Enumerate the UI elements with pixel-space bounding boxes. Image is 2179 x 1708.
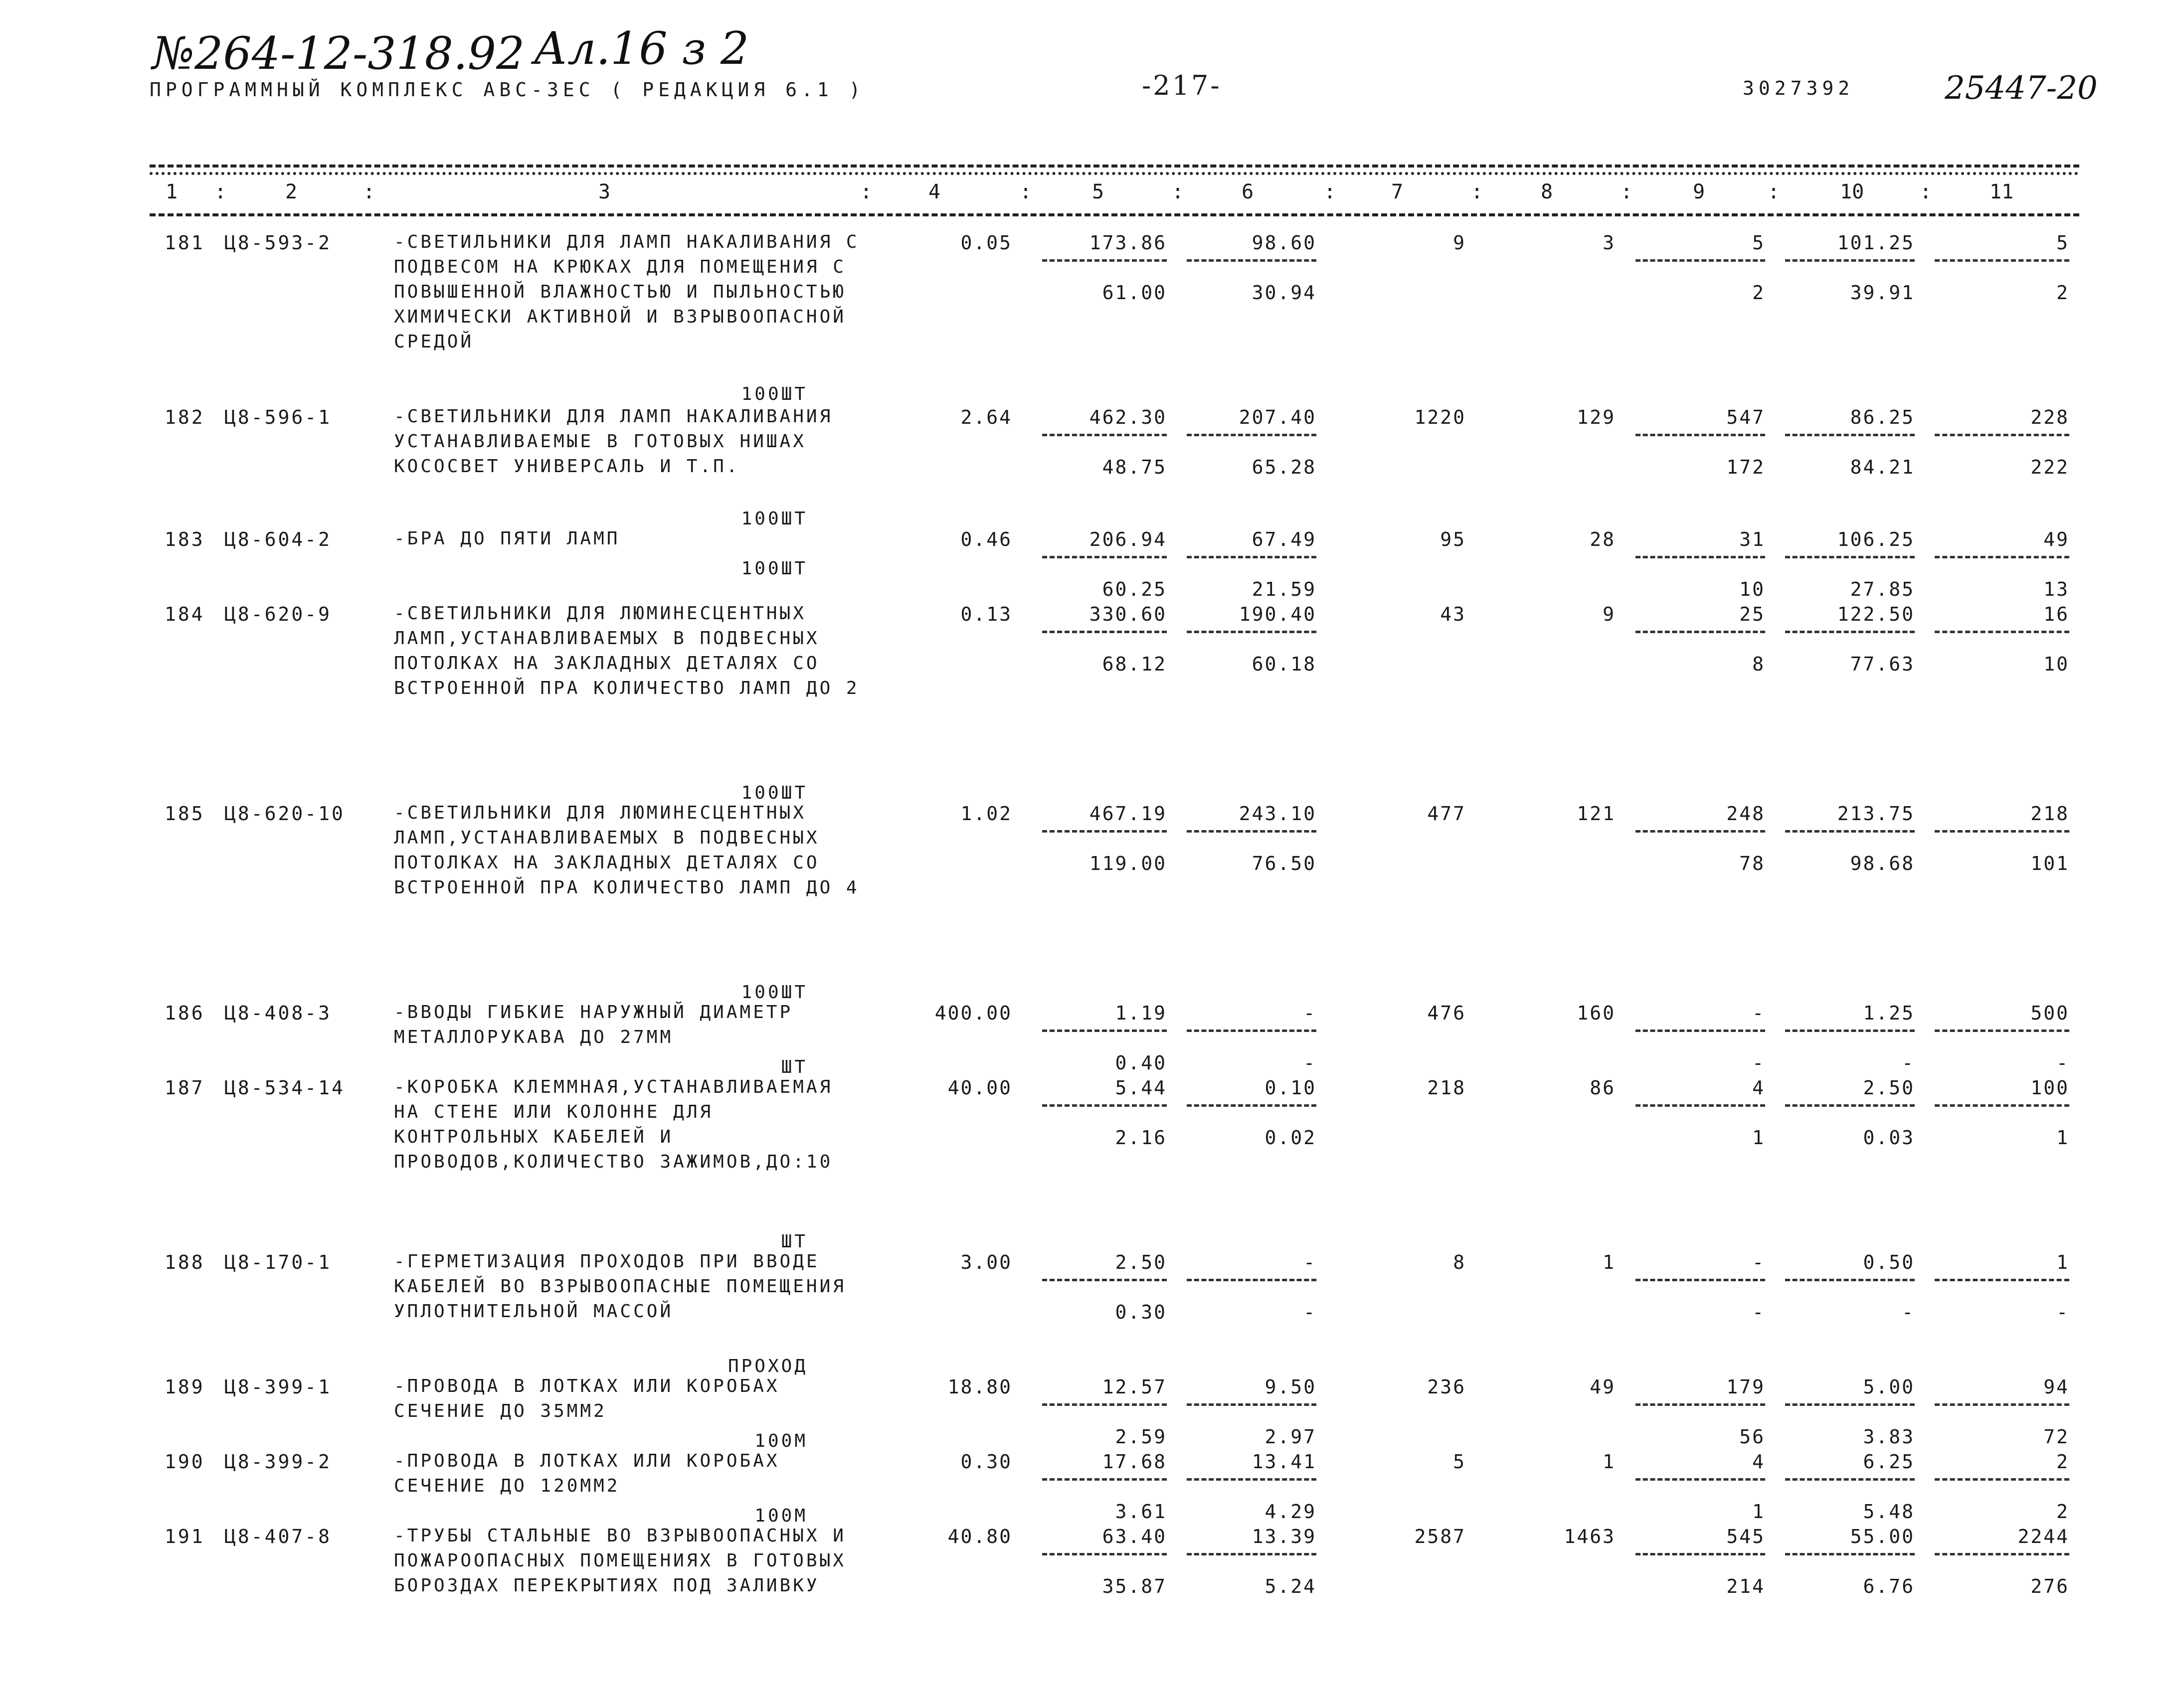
fraction-divider: [1187, 259, 1316, 262]
row-col5-a: 2.50: [1115, 1251, 1167, 1273]
fraction-divider: [1042, 830, 1167, 833]
row-unit: ШТ: [781, 1057, 808, 1077]
row-col5-a: 467.19: [1089, 803, 1167, 825]
row-code: Ц8-399-1: [224, 1376, 332, 1398]
fraction-divider: [1935, 434, 2069, 436]
row-col5-b: 0.40: [1115, 1052, 1167, 1074]
row-col11-a: 49: [2043, 528, 2069, 550]
row-col7: 1220: [1414, 406, 1466, 428]
row-col11-a: 228: [2030, 406, 2069, 428]
row-col5-b: 2.16: [1115, 1127, 1167, 1149]
row-col6-b: 2.97: [1265, 1426, 1316, 1448]
col-10: 10: [1840, 180, 1864, 203]
row-description: -КОРОБКА КЛЕММНАЯ,УСТАНАВЛИВАЕМАЯ НА СТЕНЕ ИЛИ КОЛОННЕ ДЛЯ КОНТРОЛЬНЫХ КАБЕЛЕЙ И ПРОВОДОВ,КОЛИЧЕСТВО ЗАЖИМОВ,ДО:10: [394, 1077, 833, 1172]
fraction-divider: [1187, 1553, 1316, 1555]
row-col5-a: 462.30: [1089, 406, 1167, 428]
row-col7: 2587: [1414, 1526, 1466, 1547]
fraction-divider: [1935, 1553, 2069, 1555]
row-col6-a: 67.49: [1252, 528, 1316, 550]
fraction-divider: [1785, 434, 1915, 436]
row-code: Ц8-596-1: [224, 406, 332, 428]
page-number: -217-: [1142, 70, 1222, 101]
row-col7: 5: [1453, 1451, 1466, 1473]
row-number: 183: [165, 528, 205, 550]
row-code: Ц8-604-2: [224, 528, 332, 550]
row-code: Ц8-399-2: [224, 1451, 332, 1473]
row-col5-a: 17.68: [1102, 1451, 1167, 1473]
row-description: -ПРОВОДА В ЛОТКАХ ИЛИ КОРОБАХ СЕЧЕНИЕ ДО 120ММ2: [394, 1451, 780, 1496]
fraction-divider: [1187, 1478, 1316, 1481]
row-col8: 1463: [1564, 1526, 1616, 1547]
program-title: ПРОГРАММНЫЙ КОМПЛЕКС АВС-3ЕС ( РЕДАКЦИЯ 6.1 ): [150, 79, 865, 101]
row-col9-b: 1: [1752, 1127, 1765, 1149]
row-col5-a: 206.94: [1089, 528, 1167, 550]
fraction-divider: [1635, 1403, 1765, 1406]
row-col8: 1: [1603, 1251, 1616, 1273]
row-col6-a: -: [1303, 1251, 1316, 1273]
row-description: -ТРУБЫ СТАЛЬНЫЕ ВО ВЗРЫВООПАСНЫХ И ПОЖАРООПАСНЫХ ПОМЕЩЕНИЯХ В ГОТОВЫХ БОРОЗДАХ ПЕРЕКРЫТИЯХ ПОД ЗАЛИВКУ: [394, 1526, 846, 1596]
fraction-divider: [1785, 1279, 1915, 1281]
row-col9-a: 545: [1726, 1526, 1765, 1547]
row-description: -СВЕТИЛЬНИКИ ДЛЯ ЛЮМИНЕСЦЕНТНЫХ ЛАМП,УСТАНАВЛИВАЕМЫХ В ПОДВЕСНЫХ ПОТОЛКАХ НА ЗАКЛАДНЫХ ДЕТАЛЯХ СО ВСТРОЕННОЙ ПРА КОЛИЧЕСТВО ЛАМП ДО 4: [394, 803, 860, 898]
row-col11-b: 13: [2043, 578, 2069, 600]
fraction-divider: [1635, 1478, 1765, 1481]
row-col5-b: 119.00: [1089, 853, 1167, 874]
col-sep: :: [1920, 180, 1932, 203]
row-code: Ц8-620-10: [224, 803, 345, 825]
row-code: Ц8-408-3: [224, 1002, 332, 1024]
fraction-divider: [1042, 1279, 1167, 1281]
row-col9-a: -: [1752, 1251, 1765, 1273]
fraction-divider: [1935, 830, 2069, 833]
row-col8: 28: [1590, 528, 1616, 550]
row-col10-a: 1.25: [1863, 1002, 1915, 1024]
row-description: -СВЕТИЛЬНИКИ ДЛЯ ЛАМП НАКАЛИВАНИЯ С ПОДВЕСОМ НА КРЮКАХ ДЛЯ ПОМЕЩЕНИЯ С ПОВЫШЕННОЙ ВЛАЖНОСТЬЮ И ПЫЛЬНОСТЬЮ ХИМИЧЕСКИ АКТИВНОЙ И ВЗРЫВООПАСНОЙ СРЕДОЙ: [394, 232, 860, 352]
row-col4: 0.13: [960, 603, 1012, 625]
fraction-divider: [1785, 1478, 1915, 1481]
row-col5-b: 2.59: [1115, 1426, 1167, 1448]
row-col6-b: 65.28: [1252, 456, 1316, 478]
row-col4: 2.64: [960, 406, 1012, 428]
fraction-divider: [1187, 434, 1316, 436]
col-3: 3: [598, 180, 611, 203]
row-col9-b: 8: [1752, 653, 1765, 675]
row-col7: 8: [1453, 1251, 1466, 1273]
row-col10-b: 0.03: [1863, 1127, 1915, 1149]
row-col5-a: 1.19: [1115, 1002, 1167, 1024]
row-unit: 100ШТ: [741, 558, 808, 579]
col-sep: :: [1020, 180, 1032, 203]
row-col7: 236: [1427, 1376, 1466, 1398]
row-description: -ПРОВОДА В ЛОТКАХ ИЛИ КОРОБАХ СЕЧЕНИЕ ДО 35ММ2: [394, 1376, 780, 1421]
fraction-divider: [1785, 1553, 1915, 1555]
fraction-divider: [1187, 830, 1316, 833]
row-number: 189: [165, 1376, 205, 1398]
row-col10-a: 86.25: [1850, 406, 1915, 428]
row-number: 187: [165, 1077, 205, 1099]
row-col11-a: 100: [2030, 1077, 2069, 1099]
row-col4: 0.30: [960, 1451, 1012, 1473]
row-number: 184: [165, 603, 205, 625]
fraction-divider: [1635, 434, 1765, 436]
row-description: -СВЕТИЛЬНИКИ ДЛЯ ЛЮМИНЕСЦЕНТНЫХ ЛАМП,УСТАНАВЛИВАЕМЫХ В ПОДВЕСНЫХ ПОТОЛКАХ НА ЗАКЛАДНЫХ ДЕТАЛЯХ СО ВСТРОЕННОЙ ПРА КОЛИЧЕСТВО ЛАМП ДО 2: [394, 603, 860, 698]
row-col10-b: 3.83: [1863, 1426, 1915, 1448]
row-description: -СВЕТИЛЬНИКИ ДЛЯ ЛАМП НАКАЛИВАНИЯ УСТАНАВЛИВАЕМЫЕ В ГОТОВЫХ НИШАХ КОСОСВЕТ УНИВЕРСАЛЬ И Т.П.: [394, 406, 833, 477]
row-col10-b: -: [1902, 1301, 1915, 1323]
fraction-divider: [1187, 556, 1316, 558]
fraction-divider: [1785, 1104, 1915, 1107]
fraction-divider: [1635, 1279, 1765, 1281]
row-col7: 43: [1440, 603, 1466, 625]
row-col9-a: 179: [1726, 1376, 1765, 1398]
row-col11-a: 500: [2030, 1002, 2069, 1024]
fraction-divider: [1635, 1553, 1765, 1555]
fraction-divider: [1042, 1104, 1167, 1107]
row-col6-b: -: [1303, 1052, 1316, 1074]
row-col9-b: 78: [1739, 853, 1765, 874]
row-col11-b: -: [2056, 1052, 2069, 1074]
row-col10-a: 213.75: [1837, 803, 1915, 825]
row-col9-b: 1: [1752, 1501, 1765, 1523]
row-col9-b: 214: [1726, 1575, 1765, 1597]
fraction-divider: [1635, 1104, 1765, 1107]
row-col6-b: 76.50: [1252, 853, 1316, 874]
row-col11-b: 101: [2030, 853, 2069, 874]
row-col11-b: 222: [2030, 456, 2069, 478]
row-col6-b: -: [1303, 1301, 1316, 1323]
row-col9-b: 56: [1739, 1426, 1765, 1448]
row-col11-b: 1: [2056, 1127, 2069, 1149]
fraction-divider: [1935, 1104, 2069, 1107]
row-col9-a: 25: [1739, 603, 1765, 625]
row-col5-b: 3.61: [1115, 1501, 1167, 1523]
row-unit: 100ШТ: [741, 384, 808, 404]
row-number: 190: [165, 1451, 205, 1473]
row-col10-b: 84.21: [1850, 456, 1915, 478]
fraction-divider: [1187, 1403, 1316, 1406]
fraction-divider: [1635, 1029, 1765, 1032]
row-col11-a: 5: [2056, 232, 2069, 254]
col-sep: :: [1471, 180, 1483, 203]
col-sep: :: [860, 180, 873, 203]
row-col11-b: 2: [2056, 282, 2069, 304]
fraction-divider: [1187, 631, 1316, 633]
col-9: 9: [1693, 180, 1705, 203]
col-11: 11: [1990, 180, 2014, 203]
row-col11-b: -: [2056, 1301, 2069, 1323]
row-col9-a: 5: [1752, 232, 1765, 254]
row-col5-b: 0.30: [1115, 1301, 1167, 1323]
fraction-divider: [1042, 1478, 1167, 1481]
header-separator-bottom: [150, 213, 2079, 216]
fraction-divider: [1785, 259, 1915, 262]
row-number: 186: [165, 1002, 205, 1024]
row-unit: 100ШТ: [741, 783, 808, 803]
row-code: Ц8-620-9: [224, 603, 332, 625]
row-col9-b: -: [1752, 1052, 1765, 1074]
row-col7: 9: [1453, 232, 1466, 254]
row-col10-a: 0.50: [1863, 1251, 1915, 1273]
handwritten-sheet-number: Ал.16 з 2: [534, 22, 749, 75]
header-separator-mid: [150, 172, 2079, 175]
fraction-divider: [1935, 556, 2069, 558]
fraction-divider: [1935, 1403, 2069, 1406]
row-col5-b: 35.87: [1102, 1575, 1167, 1597]
row-code: Ц8-593-2: [224, 232, 332, 254]
row-col6-b: 30.94: [1252, 282, 1316, 304]
row-col11-a: 94: [2043, 1376, 2069, 1398]
row-col10-b: 98.68: [1850, 853, 1915, 874]
row-col11-a: 2244: [2017, 1526, 2069, 1547]
row-col8: 160: [1577, 1002, 1616, 1024]
fraction-divider: [1935, 631, 2069, 633]
fraction-divider: [1042, 434, 1167, 436]
row-col6-a: 13.41: [1252, 1451, 1316, 1473]
row-col4: 40.80: [947, 1526, 1012, 1547]
col-sep: :: [363, 180, 375, 203]
fraction-divider: [1042, 556, 1167, 558]
row-col6-b: 21.59: [1252, 578, 1316, 600]
row-col10-b: 6.76: [1863, 1575, 1915, 1597]
row-description: -БРА ДО ПЯТИ ЛАМП: [394, 528, 620, 549]
row-col6-a: -: [1303, 1002, 1316, 1024]
row-col9-a: 31: [1739, 528, 1765, 550]
row-col5-b: 60.25: [1102, 578, 1167, 600]
fraction-divider: [1935, 1478, 2069, 1481]
row-code: Ц8-407-8: [224, 1526, 332, 1547]
fraction-divider: [1042, 1403, 1167, 1406]
row-col5-a: 63.40: [1102, 1526, 1167, 1547]
fraction-divider: [1187, 1029, 1316, 1032]
row-col10-a: 6.25: [1863, 1451, 1915, 1473]
column-header-row: [0, 180, 2179, 205]
row-col10-a: 55.00: [1850, 1526, 1915, 1547]
row-unit: 100М: [754, 1431, 808, 1451]
fraction-divider: [1187, 1104, 1316, 1107]
row-unit: ПРОХОД: [727, 1356, 808, 1376]
row-col5-b: 48.75: [1102, 456, 1167, 478]
row-col6-a: 0.10: [1265, 1077, 1316, 1099]
row-col8: 129: [1577, 406, 1616, 428]
fraction-divider: [1635, 259, 1765, 262]
col-2: 2: [285, 180, 298, 203]
row-number: 182: [165, 406, 205, 428]
row-col6-a: 13.39: [1252, 1526, 1316, 1547]
row-col8: 49: [1590, 1376, 1616, 1398]
row-col5-b: 68.12: [1102, 653, 1167, 675]
row-col6-b: 0.02: [1265, 1127, 1316, 1149]
col-sep: :: [1172, 180, 1184, 203]
row-col10-b: 5.48: [1863, 1501, 1915, 1523]
row-number: 191: [165, 1526, 205, 1547]
row-col11-a: 1: [2056, 1251, 2069, 1273]
fraction-divider: [1187, 1279, 1316, 1281]
fraction-divider: [1635, 631, 1765, 633]
row-col8: 3: [1603, 232, 1616, 254]
header-separator-top: [150, 165, 2079, 168]
row-number: 188: [165, 1251, 205, 1273]
row-col10-b: 39.91: [1850, 282, 1915, 304]
fraction-divider: [1785, 1029, 1915, 1032]
col-6: 6: [1242, 180, 1254, 203]
row-col9-a: 4: [1752, 1451, 1765, 1473]
row-number: 185: [165, 803, 205, 825]
document-code: 3027392: [1743, 77, 1854, 99]
fraction-divider: [1042, 1029, 1167, 1032]
row-number: 181: [165, 232, 205, 254]
row-col10-b: 27.85: [1850, 578, 1915, 600]
row-col11-b: 10: [2043, 653, 2069, 675]
row-col11-b: 2: [2056, 1501, 2069, 1523]
row-col5-b: 61.00: [1102, 282, 1167, 304]
row-col6-a: 9.50: [1265, 1376, 1316, 1398]
fraction-divider: [1785, 1403, 1915, 1406]
fraction-divider: [1042, 259, 1167, 262]
row-code: Ц8-170-1: [224, 1251, 332, 1273]
row-col6-b: 5.24: [1265, 1575, 1316, 1597]
row-col4: 18.80: [947, 1376, 1012, 1398]
fraction-divider: [1635, 830, 1765, 833]
row-col9-b: 10: [1739, 578, 1765, 600]
row-col7: 218: [1427, 1077, 1466, 1099]
row-col4: 3.00: [960, 1251, 1012, 1273]
row-col8: 9: [1603, 603, 1616, 625]
row-description: -ВВОДЫ ГИБКИЕ НАРУЖНЫЙ ДИАМЕТР МЕТАЛЛОРУКАВА ДО 27ММ: [394, 1002, 793, 1047]
row-col8: 121: [1577, 803, 1616, 825]
fraction-divider: [1785, 556, 1915, 558]
row-col8: 1: [1603, 1451, 1616, 1473]
row-col4: 40.00: [947, 1077, 1012, 1099]
handwritten-doc-number: №264-12-318.92: [152, 27, 525, 80]
row-col6-a: 243.10: [1239, 803, 1316, 825]
row-unit: 100ШТ: [741, 509, 808, 529]
row-col9-a: 547: [1726, 406, 1765, 428]
row-col10-a: 5.00: [1863, 1376, 1915, 1398]
col-sep: :: [1324, 180, 1336, 203]
row-col9-b: 2: [1752, 282, 1765, 304]
col-5: 5: [1092, 180, 1104, 203]
col-4: 4: [928, 180, 941, 203]
fraction-divider: [1785, 830, 1915, 833]
row-col10-a: 101.25: [1837, 232, 1915, 254]
row-col9-b: -: [1752, 1301, 1765, 1323]
fraction-divider: [1635, 556, 1765, 558]
row-col10-b: 77.63: [1850, 653, 1915, 675]
row-description: -ГЕРМЕТИЗАЦИЯ ПРОХОДОВ ПРИ ВВОДЕ КАБЕЛЕЙ ВО ВЗРЫВООПАСНЫЕ ПОМЕЩЕНИЯ УПЛОТНИТЕЛЬНОЙ МАССОЙ: [394, 1251, 846, 1322]
col-sep: :: [1768, 180, 1780, 203]
row-col4: 0.46: [960, 528, 1012, 550]
col-8: 8: [1541, 180, 1553, 203]
row-col11-a: 16: [2043, 603, 2069, 625]
fraction-divider: [1785, 631, 1915, 633]
row-col10-a: 2.50: [1863, 1077, 1915, 1099]
row-col5-a: 173.86: [1089, 232, 1167, 254]
row-col10-a: 106.25: [1837, 528, 1915, 550]
row-col10-a: 122.50: [1837, 603, 1915, 625]
row-unit: 100ШТ: [741, 982, 808, 1003]
row-col9-a: 248: [1726, 803, 1765, 825]
row-col5-a: 330.60: [1089, 603, 1167, 625]
row-unit: ШТ: [781, 1231, 808, 1252]
row-col10-b: -: [1902, 1052, 1915, 1074]
col-7: 7: [1391, 180, 1404, 203]
row-col7: 95: [1440, 528, 1466, 550]
row-col6-b: 4.29: [1265, 1501, 1316, 1523]
fraction-divider: [1935, 259, 2069, 262]
row-col4: 1.02: [960, 803, 1012, 825]
row-col11-a: 218: [2030, 803, 2069, 825]
row-col6-a: 190.40: [1239, 603, 1316, 625]
col-sep: :: [214, 180, 227, 203]
row-col7: 477: [1427, 803, 1466, 825]
row-col9-a: -: [1752, 1002, 1765, 1024]
fraction-divider: [1935, 1029, 2069, 1032]
row-col11-b: 276: [2030, 1575, 2069, 1597]
row-col9-b: 172: [1726, 456, 1765, 478]
fraction-divider: [1935, 1279, 2069, 1281]
row-col4: 400.00: [934, 1002, 1012, 1024]
row-unit: 100М: [754, 1506, 808, 1526]
row-col6-b: 60.18: [1252, 653, 1316, 675]
row-col8: 86: [1590, 1077, 1616, 1099]
fraction-divider: [1042, 1553, 1167, 1555]
row-col4: 0.05: [960, 232, 1012, 254]
row-col11-b: 72: [2043, 1426, 2069, 1448]
row-col7: 476: [1427, 1002, 1466, 1024]
row-col5-a: 5.44: [1115, 1077, 1167, 1099]
fraction-divider: [1042, 631, 1167, 633]
row-col6-a: 207.40: [1239, 406, 1316, 428]
row-col9-a: 4: [1752, 1077, 1765, 1099]
row-code: Ц8-534-14: [224, 1077, 345, 1099]
row-col11-a: 2: [2056, 1451, 2069, 1473]
row-col5-a: 12.57: [1102, 1376, 1167, 1398]
handwritten-code: 25447-20: [1945, 70, 2098, 107]
row-col6-a: 98.60: [1252, 232, 1316, 254]
col-sep: :: [1621, 180, 1633, 203]
col-1: 1: [166, 180, 178, 203]
